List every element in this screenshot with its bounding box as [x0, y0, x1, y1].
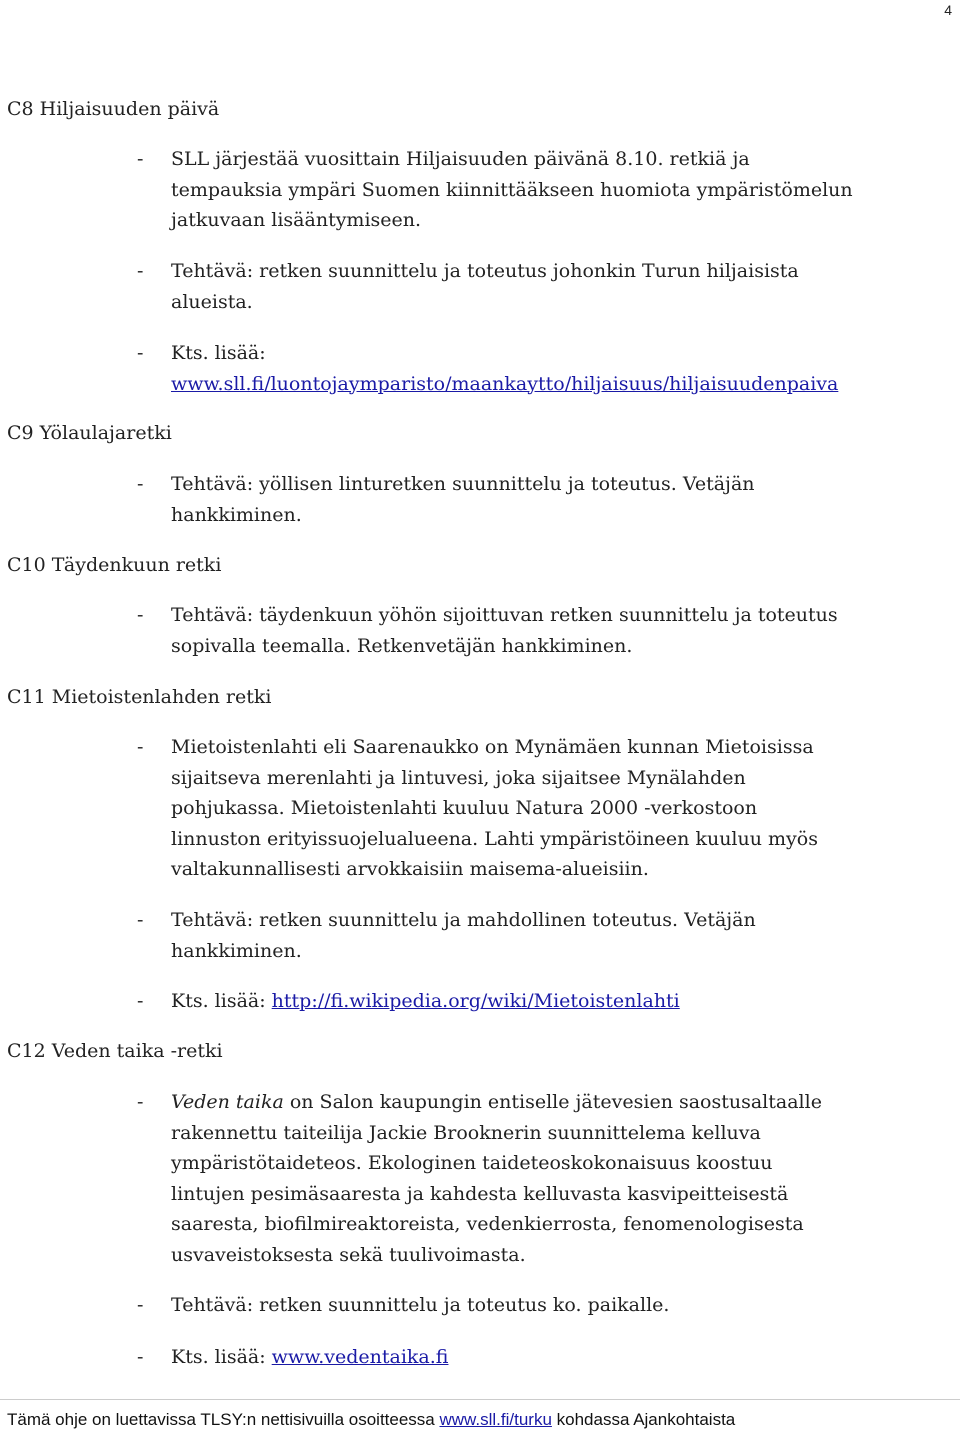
- footer-text: Tämä ohje on luettavissa TLSY:n nettisivuilla osoitteessa: [7, 1410, 440, 1429]
- list-item: [137, 144, 952, 236]
- section-heading-c11: C11 Mietoistenlahden retki: [7, 686, 272, 708]
- item-line: valtakunnallisesti arvokkaisiin maisema-alueisiin.: [171, 858, 649, 880]
- list-item: [137, 256, 952, 317]
- bullet-dash: -: [137, 148, 144, 170]
- item-line: hankkiminen.: [171, 503, 302, 526]
- list-item: [137, 600, 952, 661]
- item-line: tempauksia ympäri Suomen kiinnittääkseen huomiota ympäristömelun: [171, 178, 853, 201]
- bullet-dash: -: [137, 736, 144, 758]
- item-line: Tehtävä: retken suunnittelu ja mahdollinen toteutus. Vetäjän: [171, 909, 756, 931]
- footer-text-after: kohdassa Ajankohtaista: [551, 1410, 736, 1429]
- item-line: sopivalla teemalla. Retkenvetäjän hankkiminen.: [171, 634, 633, 657]
- bullet-dash: -: [137, 1091, 144, 1113]
- bullet-dash: -: [137, 909, 144, 931]
- artwork-title: Veden taika: [171, 1091, 284, 1113]
- item-line: Tehtävä: täydenkuun yöhön sijoittuvan retken suunnittelu ja toteutus: [171, 604, 838, 626]
- item-line: jatkuvaan lisääntymiseen.: [171, 209, 422, 231]
- bullet-dash: -: [137, 990, 144, 1012]
- item-line: hankkiminen.: [171, 939, 302, 962]
- item-line: rakennettu taiteilija Jackie Brooknerin suunnittelema kelluva: [171, 1121, 761, 1144]
- link-wikipedia-mietoistenlahti[interactable]: http://fi.wikipedia.org/wiki/Mietoistenlahti: [271, 990, 680, 1012]
- list-item: [137, 338, 952, 399]
- bullet-dash: -: [137, 260, 144, 282]
- item-line-rest: on Salon kaupungin entiselle jätevesien saostusaltaalle: [283, 1091, 822, 1113]
- item-line: linnuston erityissuojelualueena. Lahti ympäristöineen kuuluu myös: [171, 827, 818, 850]
- item-line: Tehtävä: retken suunnittelu ja toteutus johonkin Turun hiljaisista: [171, 260, 799, 282]
- item-line: Tehtävä: yöllisen linturetken suunnittelu ja toteutus. Vetäjän: [171, 473, 755, 495]
- item-prefix: Kts. lisää:: [171, 990, 272, 1012]
- section-heading-c9: C9 Yölaulajaretki: [7, 422, 172, 444]
- footer: [7, 1410, 735, 1430]
- item-line: SLL järjestää vuosittain Hiljaisuuden päivänä 8.10. retkiä ja: [171, 148, 750, 170]
- section-heading-c12: C12 Veden taika -retki: [7, 1040, 223, 1062]
- item-line: pohjukassa. Mietoistenlahti kuuluu Natura 2000 -verkostoon: [171, 797, 758, 819]
- item-line: sijaitseva merenlahti ja lintuvesi, joka sijaitsee Mynälahden: [171, 766, 746, 789]
- link-vedentaika[interactable]: www.vedentaika.fi: [271, 1346, 449, 1368]
- bullet-dash: -: [137, 1346, 144, 1368]
- bullet-dash: -: [137, 342, 144, 364]
- item-line: usvaveistoksesta sekä tuulivoimasta.: [171, 1243, 526, 1266]
- list-item: [137, 1087, 952, 1270]
- list-item: [137, 469, 952, 530]
- page-number: 4: [944, 2, 952, 18]
- item-line: ympäristötaideteos. Ekologinen taideteoskokonaisuus koostuu: [171, 1152, 773, 1174]
- item-line: Kts. lisää:: [171, 342, 266, 364]
- bullet-dash: -: [137, 1294, 144, 1316]
- list-item: [137, 732, 952, 885]
- list-item: [137, 1290, 952, 1321]
- bullet-dash: -: [137, 604, 144, 626]
- item-line: lintujen pesimäsaaresta ja kahdesta kelluvasta kasvipeitteisestä: [171, 1182, 789, 1205]
- footer-link-sll-turku[interactable]: www.sll.fi/turku: [439, 1410, 552, 1429]
- bullet-dash: -: [137, 473, 144, 495]
- footer-divider: [0, 1399, 960, 1400]
- section-heading-c8: C8 Hiljaisuuden päivä: [7, 98, 220, 120]
- item-line: Mietoistenlahti eli Saarenaukko on Mynämäen kunnan Mietoisissa: [171, 736, 814, 758]
- list-item: [137, 905, 952, 966]
- item-line: Tehtävä: retken suunnittelu ja toteutus ko. paikalle.: [171, 1294, 670, 1316]
- item-prefix: Kts. lisää:: [171, 1346, 272, 1368]
- list-item: [137, 986, 952, 1017]
- link-hiljaisuudenpaiva[interactable]: www.sll.fi/luontojaymparisto/maankaytto/hiljaisuus/hiljaisuudenpaiva: [171, 372, 839, 395]
- item-line: alueista.: [171, 290, 253, 313]
- list-item: [137, 1342, 952, 1373]
- section-heading-c10: C10 Täydenkuun retki: [7, 554, 222, 576]
- item-line: saaresta, biofilmireaktoreista, vedenkierrosta, fenomenologisesta: [171, 1213, 804, 1235]
